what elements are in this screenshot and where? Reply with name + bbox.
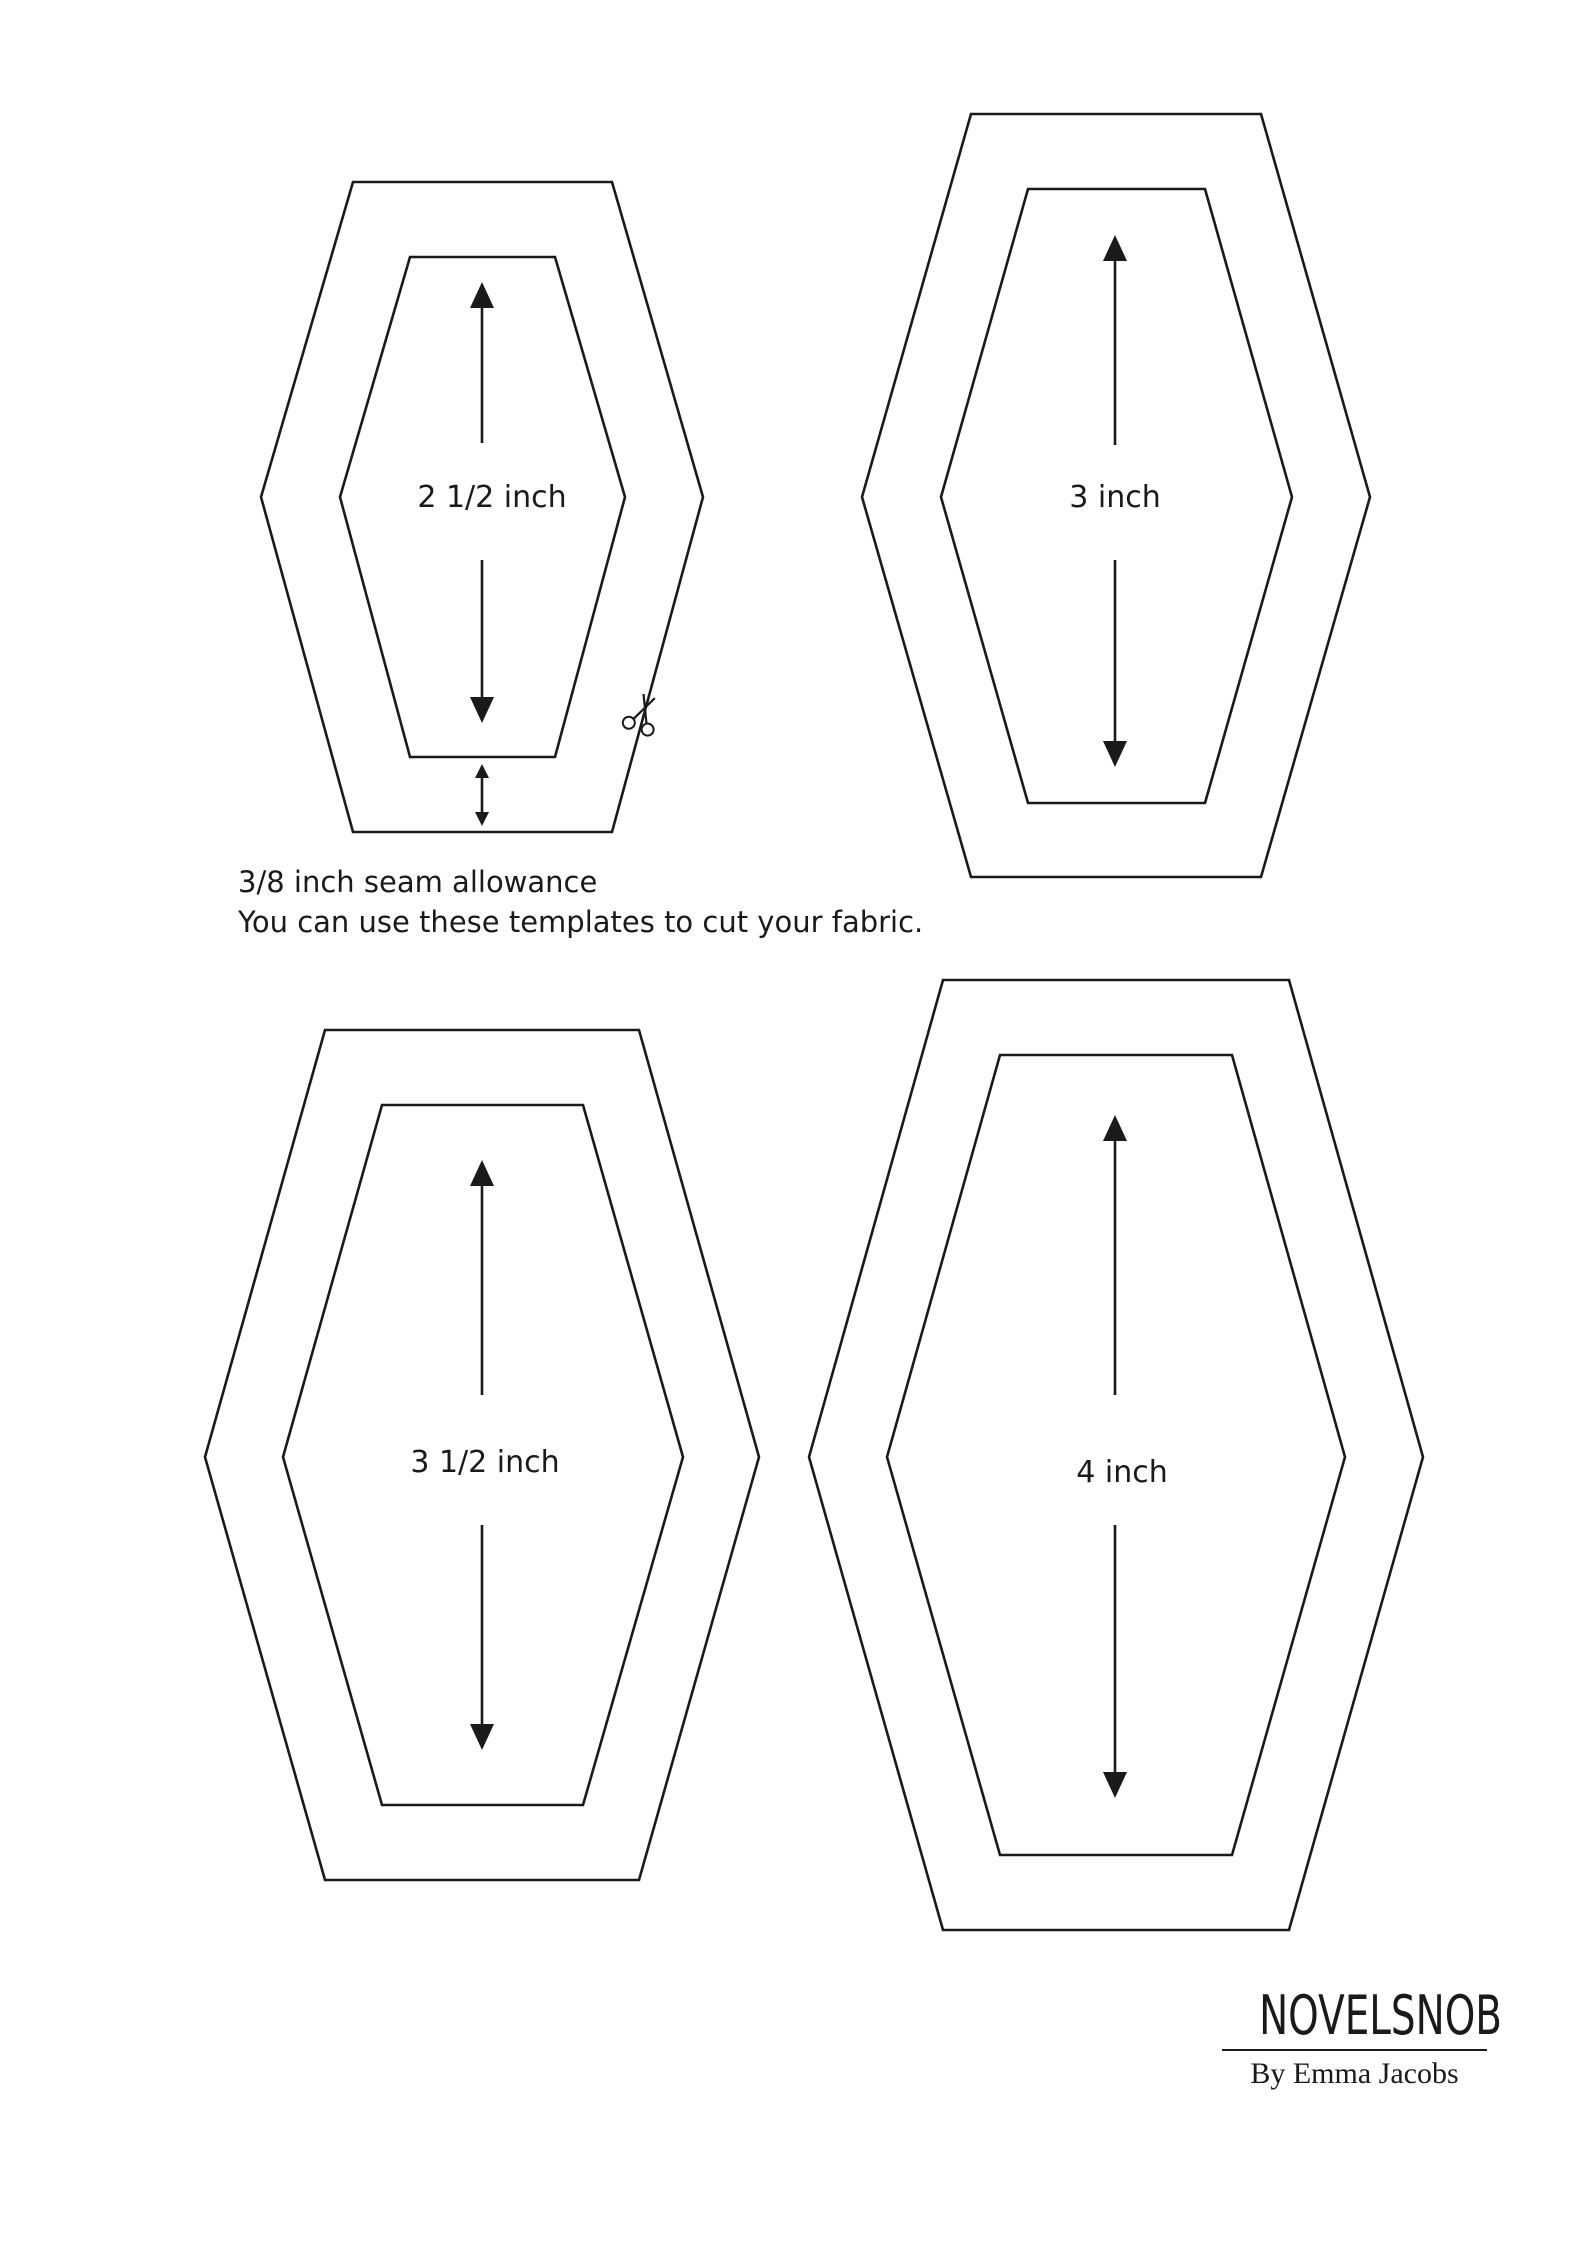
size-label: 3 inch xyxy=(1069,480,1161,515)
brand-name: NOVELSNOB xyxy=(1259,1984,1502,2047)
seam-allowance-text: 3/8 inch seam allowance xyxy=(238,865,598,899)
size-label: 2 1/2 inch xyxy=(417,480,567,515)
brand-divider xyxy=(1222,2049,1487,2051)
size-label: 4 inch xyxy=(1076,1455,1168,1490)
seam-allowance-arrow xyxy=(475,764,489,826)
instructions-note xyxy=(238,862,923,942)
template-4-inch xyxy=(809,980,1423,1930)
brand-logo xyxy=(1222,1984,1502,2091)
template-3-5-inch xyxy=(205,1030,759,1880)
template-2-5-inch xyxy=(261,182,703,832)
brand-byline: By Emma Jacobs xyxy=(1250,2057,1459,2090)
scissors-icon xyxy=(621,691,664,738)
usage-text: You can use these templates to cut your fabric. xyxy=(238,905,924,939)
size-label: 3 1/2 inch xyxy=(410,1445,560,1480)
template-3-inch xyxy=(862,114,1370,877)
